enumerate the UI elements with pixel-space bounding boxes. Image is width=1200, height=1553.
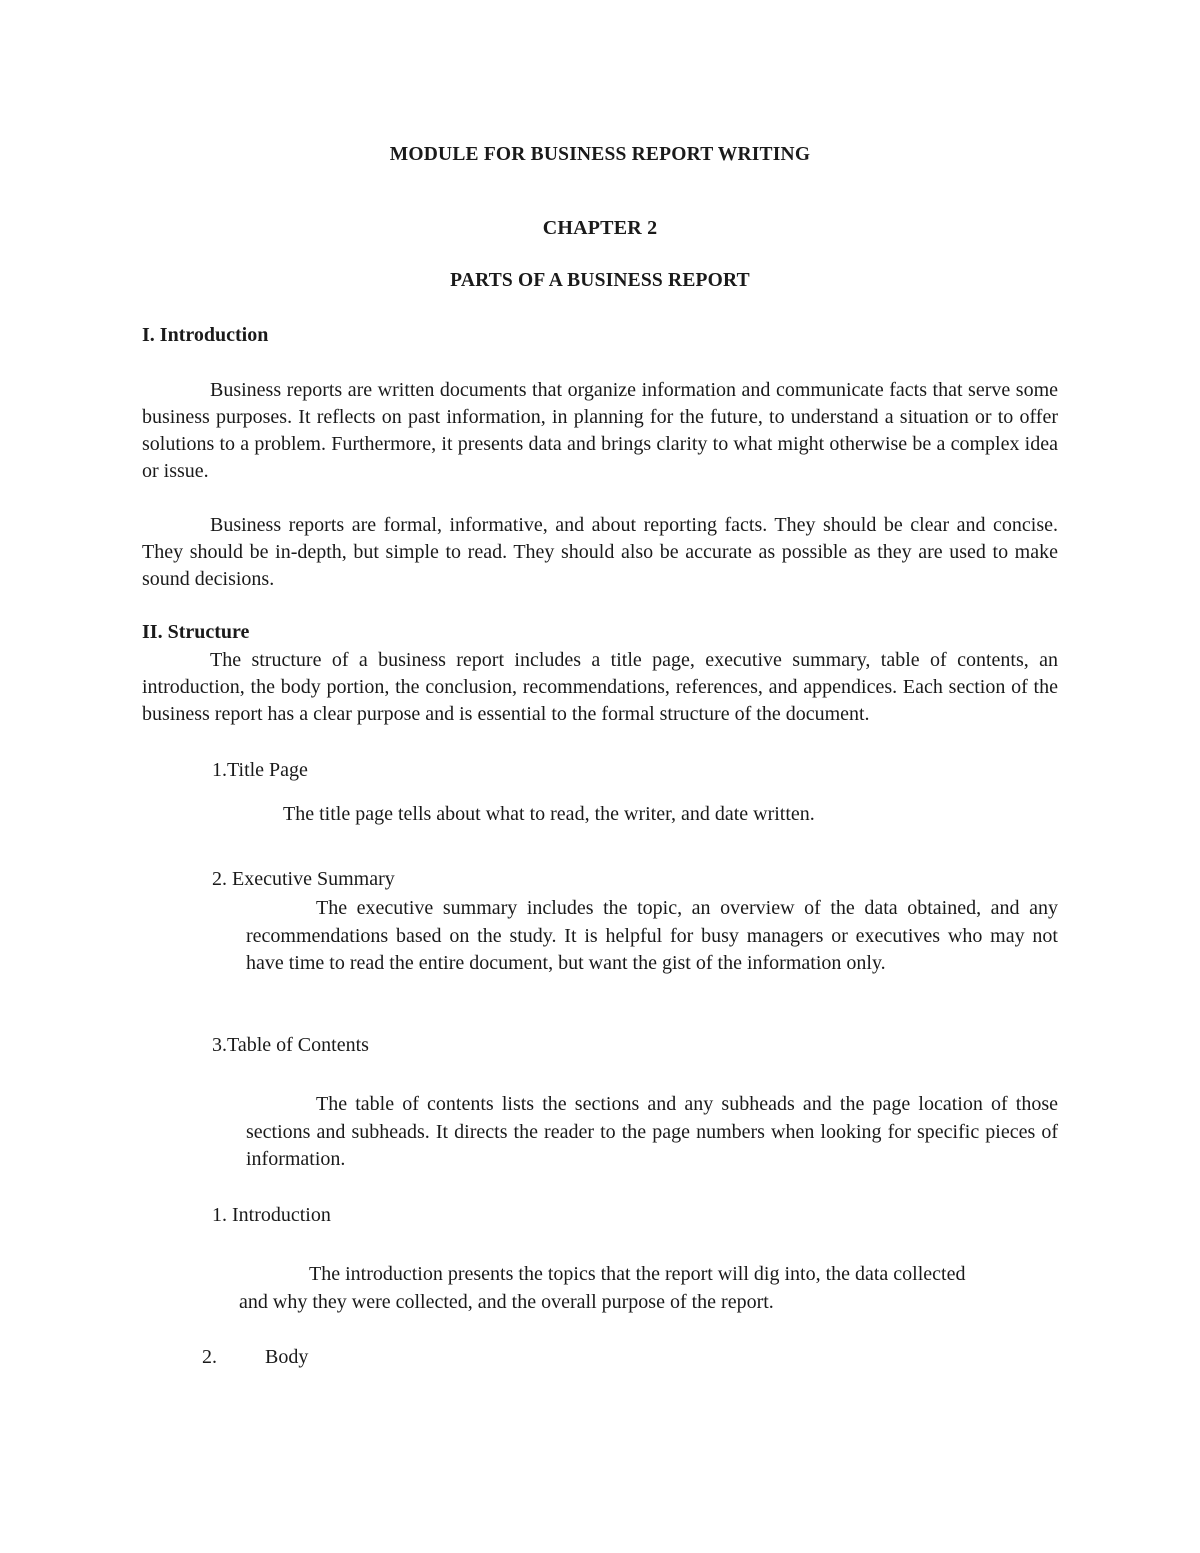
section-heading-structure: II. Structure — [142, 621, 250, 643]
list-item-label-body: Body — [265, 1346, 309, 1368]
list-item-label-executive-summary: 2. Executive Summary — [212, 868, 395, 890]
list-item-text-table-of-contents: The table of contents lists the sections and any subheads and the page location of those sections and subheads. It directs the reader to the page numbers when looking for specific pieces of information. — [246, 1093, 1058, 1170]
list-item-label-title-page: 1.Title Page — [212, 759, 308, 781]
document-title: MODULE FOR BUSINESS REPORT WRITING — [389, 144, 811, 165]
introduction-paragraph-1: Business reports are written documents that organize information and communicate facts that serve some business purposes. It reflects on past information, in planning for the future, to understand a situation or to offer solutions to a problem. Furthermore, it presents data and brings clarity to what might otherwise be a complex idea or issue. — [142, 379, 1058, 482]
list-item-number-body: 2. — [202, 1346, 217, 1368]
section-heading-introduction: I. Introduction — [142, 324, 269, 346]
introduction-paragraph-2: Business reports are formal, informative, and about reporting facts. They should be clear and concise. They should be in-depth, but simple to read. They should also be accurate as possible as they are used to make sound decisions. — [142, 514, 1058, 590]
list-item-label-table-of-contents: 3.Table of Contents — [212, 1034, 369, 1056]
structure-paragraph: The structure of a business report includes a title page, executive summary, table of contents, an introduction, the body portion, the conclusion, recommendations, references, and appendices. Each section of the business report has a clear purpose and is essential to the formal structure of the document. — [142, 649, 1058, 725]
list-item-text-title-page: The title page tells about what to read, the writer, and date written. — [283, 803, 815, 825]
list-item-label-introduction: 1. Introduction — [212, 1204, 331, 1226]
chapter-title: PARTS OF A BUSINESS REPORT — [450, 270, 750, 291]
list-item-text-introduction: The introduction presents the topics that the report will dig into, the data collected and why they were collected, and the overall purpose of the report. — [239, 1263, 966, 1313]
list-item-text-executive-summary: The executive summary includes the topic, an overview of the data obtained, and any recommendations based on the study. It is helpful for busy managers or executives who may not have time to read the entire document, but want the gist of the information only. — [246, 897, 1058, 974]
chapter-number: CHAPTER 2 — [542, 217, 658, 239]
